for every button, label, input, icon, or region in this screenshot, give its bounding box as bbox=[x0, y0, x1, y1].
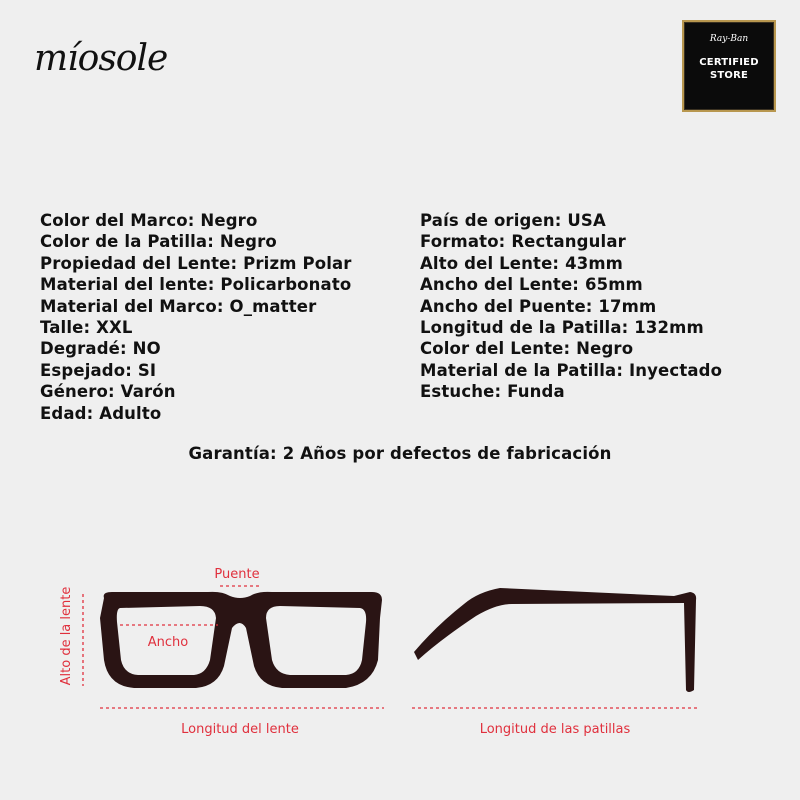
spec-temple-length: Longitud de la Patilla: 132mm bbox=[420, 317, 704, 337]
glasses-measurement-diagram bbox=[0, 540, 800, 760]
spec-country: País de origen: USA bbox=[420, 211, 606, 230]
rayban-script-logo: Ray-Ban bbox=[709, 34, 749, 44]
spec-frame-material: Material del Marco: O_matter bbox=[40, 296, 317, 316]
badge-line-certified: CERTIFIED bbox=[699, 57, 759, 68]
spec-mirrored: Espejado: SI bbox=[40, 360, 157, 380]
spec-lens-height: Alto del Lente: 43mm bbox=[420, 253, 624, 273]
temple-length-label: Longitud de las patillas bbox=[479, 722, 631, 737]
spec-gender: Género: Varón bbox=[40, 382, 176, 402]
spec-size: Talle: XXL bbox=[40, 317, 133, 337]
spec-format: Formato: Rectangular bbox=[420, 232, 626, 252]
miosole-logo bbox=[32, 30, 202, 86]
certified-store-badge bbox=[682, 20, 776, 112]
spec-lens-property: Propiedad del Lente: Prizm Polar bbox=[40, 253, 352, 273]
spec-temple-material: Material de la Patilla: Inyectado bbox=[420, 360, 723, 380]
logo-text: míosole bbox=[34, 38, 168, 79]
glasses-front-view bbox=[100, 592, 382, 688]
bridge-label: Puente bbox=[214, 567, 260, 582]
glasses-side-view bbox=[414, 588, 696, 692]
height-label: Alto de la lente bbox=[59, 586, 74, 686]
warranty-text: Garantía: 2 Años por defectos de fabricación bbox=[188, 444, 612, 463]
spec-gradient: Degradé: NO bbox=[40, 339, 161, 359]
spec-bridge-width: Ancho del Puente: 17mm bbox=[420, 296, 657, 316]
spec-lens-material: Material del lente: Policarbonato bbox=[40, 275, 352, 295]
spec-frame-color: Color del Marco: Negro bbox=[40, 211, 258, 230]
spec-case: Estuche: Funda bbox=[420, 382, 565, 402]
lens-length-label: Longitud del lente bbox=[181, 722, 299, 737]
badge-line-store: STORE bbox=[709, 70, 749, 81]
width-label: Ancho bbox=[147, 635, 189, 650]
spec-lens-color: Color del Lente: Negro bbox=[420, 339, 634, 359]
specs-right-column bbox=[420, 210, 722, 403]
spec-lens-width: Ancho del Lente: 65mm bbox=[420, 275, 643, 295]
spec-temple-color: Color de la Patilla: Negro bbox=[40, 232, 277, 252]
specs-left-column bbox=[40, 210, 352, 424]
spec-age: Edad: Adulto bbox=[40, 403, 162, 423]
